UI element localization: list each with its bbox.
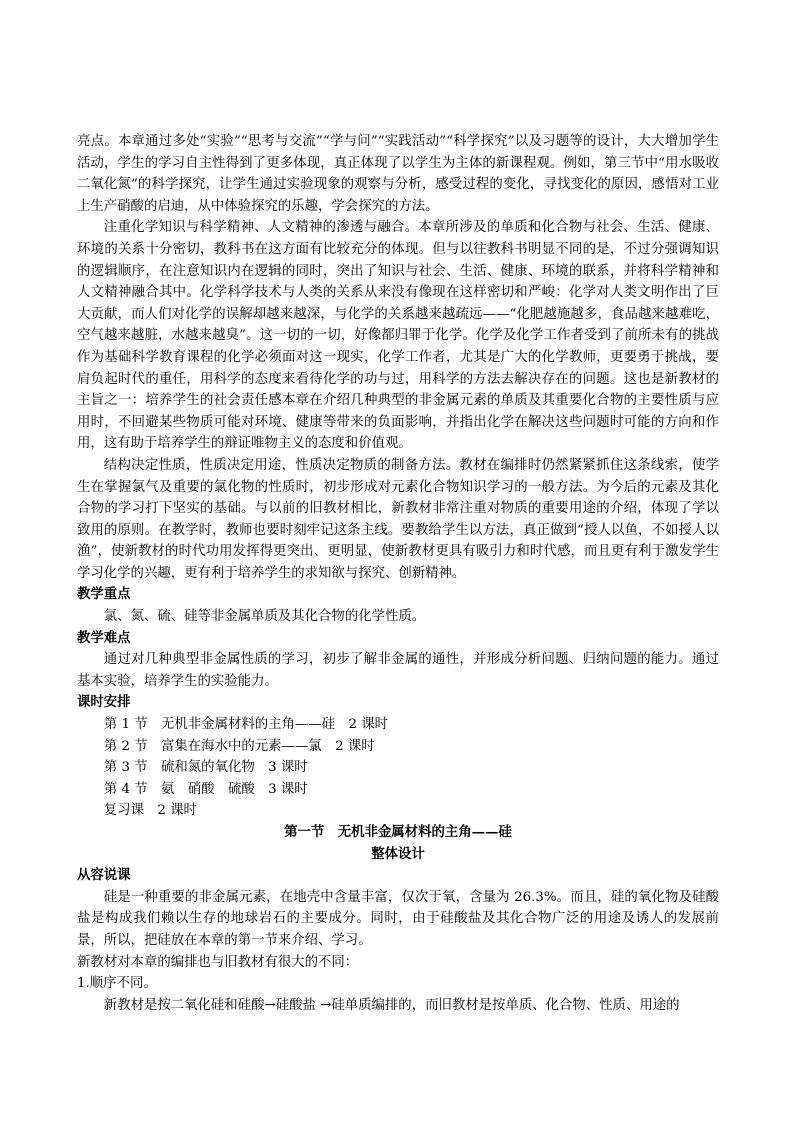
schedule-item: 第 3 节 硫和氮的氧化物 3 课时 [103,760,308,776]
schedule-item: 复习课 2 课时 [103,803,197,819]
difficulties-heading: 教学难点 [77,629,131,646]
leisure-paragraph: 硅是一种重要的非金属元素，在地壳中含量丰富，仅次于氧，含量为 26.3%。而且，硅的氧化物及硅酸盐是构成我们赖以生存的地球岩石的主要成分。同时，由于硅酸盐及其化合物广泛的用途及诱人的发展前景，所以，把硅放在本章的第一节来介绍、学习。 [77,889,719,948]
paragraph-science-spirit: 注重化学知识与科学精神、人文精神的渗透与融合。本章所涉及的单质和化合物与社会、生活、健康、环境的关系十分密切，教科书在这方面有比较充分的体现。但与以往教科书明显不同的是，不过分强调知识的逻辑顺序，在注意知识内在逻辑的同时，突出了知识与社会、生活、健康、环境的联系，并将科学精神和人文精神融合其中。化学科学技术与人类的关系从来没有像现在这样密切和严峻：化学对人类文明作出了巨大贡献，而人们对化学的误解却越来越深，与化学的关系越来越疏远——“化肥越施越多，食品越来越难吃，空气越来越脏，水越来越臭”。这一切的一切，好像都归罪于化学。化学及化学工作者受到了前所未有的挑战作为基础科学教育课程的化学必须面对这一现实，化学工作者，尤其是广大的化学教师，更要勇于挑战，要肩负起时代的重任，用科学的态度来看待化学的功与过，用科学的方法去解决存在的问题。这也是新教材的主旨之一：培养学生的社会责任感本章在介绍几种典型的非金属元素的单质及其重要化合物的主要性质与应用时，不回避某些物质可能对环境、健康等带来的负面影响，并指出化学在解决这些问题时可能的方向和作用，这有助于培养学生的辩证唯物主义的态度和价值观。 [77,220,719,452]
section-subtitle: 整体设计 [371,845,425,862]
leisure-heading: 从容说课 [77,867,131,884]
order-text: 新教材是按二氧化硅和硅酸→硅酸盐 →硅单质编排的，而旧教材是按单质、化合物、性质、用途的 [103,997,680,1013]
paragraph-intro: 亮点。本章通过多处“实验”“思考与交流”“学与问”“实践活动”“科学探究”以及习题等的设计，大大增加学生活动，学生的学习自主性得到了更多体现，真正体现了以学生为主体的新课程观。例如，第三节中“用水吸收二氧化氮”的科学探究，让学生通过实验现象的观察与分析，感受过程的变化，寻找变化的原因，感悟对工业上生产硝酸的启迪，从中体验探究的乐趣，学会探究的方法。 [77,134,719,214]
schedule-heading: 课时安排 [77,694,131,711]
paragraph-structure-property: 结构决定性质，性质决定用途，性质决定物质的制备方法。教材在编排时仍然紧紧抓住这条线索，使学生在掌握氯气及重要的氯化物的性质时，初步形成对元素化合物知识学习的一般方法。为今后的元素及其化合物的学习打下坚实的基础。与以前的旧教材相比，新教材非常注重对物质的重要用途的介绍，体现了学以致用的原则。在教学时，教师也要时刻牢记这条主线。要教给学生以方法，真正做到“授人以鱼，不如授人以渔”，使新教材的时代功用发挥得更突出、更明显，使新教材更具有吸引力和时代感，而且更有利于激发学生学习化学的兴趣，更有利于培养学生的求知欲与探究、创新精神。 [77,457,719,581]
schedule-item: 第 2 节 富集在海水中的元素——氯 2 课时 [103,738,375,754]
order-heading: 1.顺序不同。 [77,976,157,992]
section-title: 第一节 无机非金属材料的主角——硅 [284,824,512,840]
key-points-heading: 教学重点 [77,586,131,603]
document-page [77,131,719,1016]
key-points-text: 氯、氮、硫、硅等非金属单质及其化合物的化学性质。 [103,609,426,625]
schedule-list [77,714,719,822]
schedule-item: 第 4 节 氨 硝酸 硫酸 3 课时 [103,781,308,797]
schedule-item: 第 1 节 无机非金属材料的主角——硅 2 课时 [103,717,389,733]
leisure-paragraph-2: 新教材对本章的编排也与旧教材有很大的不同： [77,954,359,970]
difficulties-text: 通过对几种典型非金属性质的学习，初步了解非金属的通性，并形成分析问题、归纳问题的能力。通过基本实验，培养学生的实验能力。 [77,652,719,689]
